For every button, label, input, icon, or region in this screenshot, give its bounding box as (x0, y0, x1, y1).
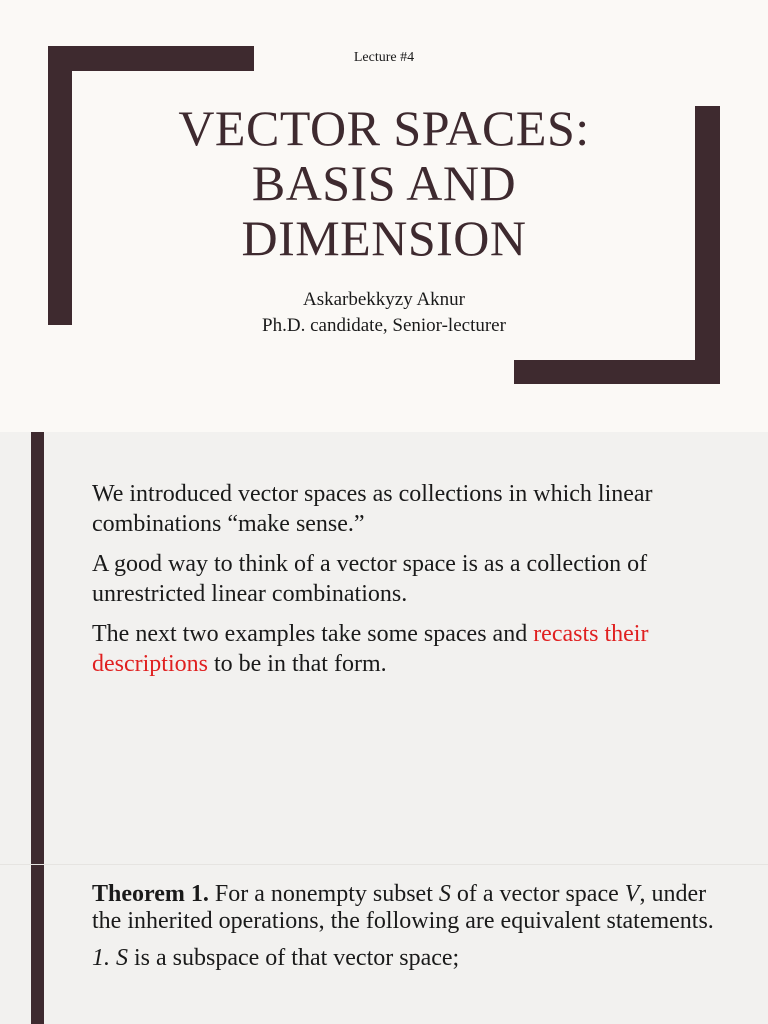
title-slide (0, 0, 768, 432)
theorem-text-1: For a nonempty subset (208, 881, 439, 907)
accent-bar-2 (31, 865, 44, 1024)
top-left-bracket-vertical (48, 46, 72, 325)
accent-bar (31, 432, 44, 864)
symbol-v: V (624, 881, 640, 907)
title-line-3: DIMENSION (241, 210, 527, 266)
item-text: is a subspace of that vector space; (128, 945, 460, 971)
paragraph-1: We introduced vector spaces as collections in which linear combinations “make sense.” (92, 481, 653, 537)
lecture-label: Lecture #4 (353, 50, 415, 65)
theorem-text-2: of a vector space (450, 881, 625, 907)
author-name: Askarbekkyzy Aknur (303, 289, 465, 310)
highlighted-phrase: recasts their descriptions (92, 621, 649, 677)
paragraph-3 (92, 619, 732, 679)
item-number: 1. (92, 945, 110, 971)
theorem-block (92, 881, 732, 982)
title-line-2: BASIS AND (251, 155, 517, 211)
theorem-text-3: , under the inherited operations, the following are equivalent statements. (92, 881, 714, 934)
title-line-1: VECTOR SPACES: (178, 100, 590, 156)
theorem-statement (92, 881, 732, 935)
paragraph-3-end: to be in that form. (207, 651, 387, 677)
bottom-right-bracket-vertical (695, 106, 720, 384)
content-slide (0, 432, 768, 864)
paragraph-3-start: The next two examples take some spaces and (92, 621, 534, 647)
author-role: Ph.D. candidate, Senior-lecturer (262, 315, 506, 336)
symbol-s: S (438, 881, 451, 907)
bottom-right-bracket-horizontal (514, 360, 720, 384)
author-block (0, 287, 768, 339)
theorem-item-1 (92, 945, 732, 972)
item-symbol-s: S (116, 945, 128, 971)
slide-title (100, 101, 668, 266)
paragraph-2: A good way to think of a vector space is as a collection of unrestricted linear combinations. (92, 551, 648, 607)
theorem-label: Theorem 1. (92, 881, 209, 907)
slide-body (92, 479, 732, 689)
theorem-slide (0, 865, 768, 1024)
